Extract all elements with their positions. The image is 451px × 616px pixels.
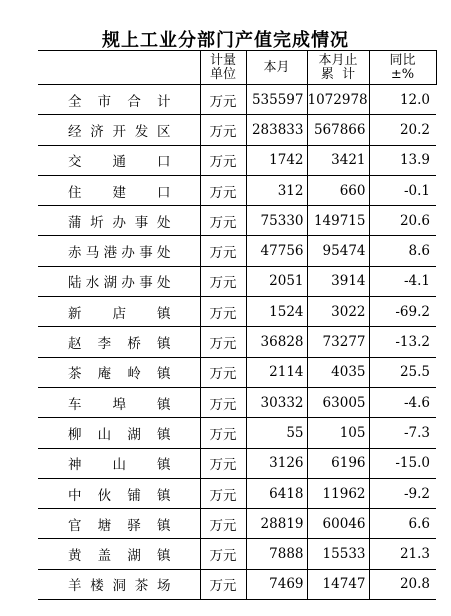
row-name-text: 交通口 [68,154,171,171]
row-cumulative-value: 15533 [307,539,369,569]
row-yoy-value: 21.3 [369,539,436,569]
row-month-value: 3126 [246,448,307,478]
row-name [38,569,200,599]
table-row [38,236,436,266]
table-row [38,448,436,478]
row-name-text: 柳山湖镇 [68,426,171,443]
row-yoy-value: 13.9 [369,145,436,175]
row-name [38,478,200,508]
row-month-value: 1524 [246,297,307,327]
table-row [38,145,436,175]
row-name-text: 车埠镇 [68,396,171,413]
row-cumulative-value: 105 [307,418,369,448]
row-cumulative-value: 95474 [307,236,369,266]
row-name [38,85,200,115]
row-month-value: 2051 [246,266,307,296]
row-unit: 万元 [200,509,246,539]
row-unit: 万元 [200,175,246,205]
row-name-text: 神山镇 [68,457,171,474]
row-unit: 万元 [200,85,246,115]
table-row [38,418,436,448]
row-name [38,509,200,539]
row-name-text: 中伙铺镇 [68,487,171,504]
row-yoy-value: -69.2 [369,297,436,327]
row-month-value: 283833 [246,115,307,145]
row-unit: 万元 [200,266,246,296]
row-unit: 万元 [200,206,246,236]
output-table [38,50,437,600]
row-name-text: 全市合计 [68,93,171,110]
table-row [38,387,436,417]
row-name [38,327,200,357]
row-unit: 万元 [200,387,246,417]
row-name [38,448,200,478]
row-yoy-value: 25.5 [369,357,436,387]
row-name [38,539,200,569]
row-name [38,357,200,387]
row-name-text: 蒲圻办事处 [68,214,171,231]
row-name [38,206,200,236]
row-cumulative-value: 567866 [307,115,369,145]
row-cumulative-value: 3421 [307,145,369,175]
table-row [38,357,436,387]
header-cumulative-line2: 累 计 [320,66,356,82]
header-cumulative-line1: 本月止 [318,52,358,68]
row-unit: 万元 [200,297,246,327]
row-name [38,236,200,266]
row-month-value: 28819 [246,509,307,539]
row-cumulative-value: 1072978 [307,85,369,115]
row-name-text: 黄盖湖镇 [68,548,171,565]
header-yoy [369,51,436,85]
row-name-text: 住建口 [68,184,171,201]
row-yoy-value: 20.6 [369,206,436,236]
row-unit: 万元 [200,357,246,387]
row-month-value: 7888 [246,539,307,569]
row-cumulative-value: 660 [307,175,369,205]
row-cumulative-value: 6196 [307,448,369,478]
row-yoy-value: 8.6 [369,236,436,266]
table-row [38,115,436,145]
row-cumulative-value: 3022 [307,297,369,327]
row-yoy-value: 12.0 [369,85,436,115]
table-row [38,539,436,569]
row-cumulative-value: 3914 [307,266,369,296]
row-yoy-value: -0.1 [369,175,436,205]
row-month-value: 30332 [246,387,307,417]
row-unit: 万元 [200,236,246,266]
row-month-value: 2114 [246,357,307,387]
row-unit: 万元 [200,539,246,569]
row-unit: 万元 [200,145,246,175]
row-unit: 万元 [200,478,246,508]
row-month-value: 535597 [246,85,307,115]
row-cumulative-value: 73277 [307,327,369,357]
row-cumulative-value: 149715 [307,206,369,236]
row-name [38,418,200,448]
row-yoy-value: -13.2 [369,327,436,357]
header-yoy-line2: ±% [390,66,415,82]
row-name-text: 陆水湖办事处 [68,275,171,292]
row-cumulative-value: 11962 [307,478,369,508]
table-row [38,266,436,296]
row-name-text: 官塘驿镇 [68,517,171,534]
header-unit-line1: 计量 [209,52,236,68]
row-yoy-value: 20.2 [369,115,436,145]
row-yoy-value: -4.6 [369,387,436,417]
row-name [38,145,200,175]
table-header-row [38,51,436,85]
row-month-value: 7469 [246,569,307,599]
header-name-cell [38,51,200,85]
table-row [38,85,436,115]
row-unit: 万元 [200,569,246,599]
row-unit: 万元 [200,115,246,145]
row-yoy-value: 20.8 [369,569,436,599]
row-month-value: 1742 [246,145,307,175]
table-row [38,478,436,508]
row-name [38,387,200,417]
row-yoy-value: -9.2 [369,478,436,508]
table-row [38,297,436,327]
row-name-text: 羊楼洞茶场 [68,578,171,595]
row-name-text: 新店镇 [68,305,171,322]
row-month-value: 6418 [246,478,307,508]
row-unit: 万元 [200,327,246,357]
row-unit: 万元 [200,418,246,448]
row-cumulative-value: 14747 [307,569,369,599]
row-cumulative-value: 63005 [307,387,369,417]
row-name [38,175,200,205]
row-name-text: 茶庵岭镇 [68,366,171,383]
row-name-text: 赤马港办事处 [68,245,171,262]
row-month-value: 312 [246,175,307,205]
table-row [38,175,436,205]
table-row [38,327,436,357]
row-month-value: 47756 [246,236,307,266]
header-unit [200,51,246,85]
row-month-value: 75330 [246,206,307,236]
row-yoy-value: -15.0 [369,448,436,478]
header-unit-line2: 单位 [209,66,236,82]
row-unit: 万元 [200,448,246,478]
row-month-value: 55 [246,418,307,448]
row-cumulative-value: 4035 [307,357,369,387]
row-name [38,297,200,327]
row-month-value: 36828 [246,327,307,357]
row-name-text: 赵李桥镇 [68,336,171,353]
row-yoy-value: -7.3 [369,418,436,448]
header-cumulative [307,51,369,85]
row-yoy-value: 6.6 [369,509,436,539]
row-name [38,115,200,145]
row-cumulative-value: 60046 [307,509,369,539]
table-row [38,509,436,539]
header-month: 本月 [246,51,307,85]
page-title: 规上工业分部门产值完成情况 [102,30,349,51]
table-row [38,569,436,599]
row-yoy-value: -4.1 [369,266,436,296]
row-name [38,266,200,296]
table-row [38,206,436,236]
row-name-text: 经济开发区 [68,123,171,140]
header-yoy-line1: 同比 [389,52,416,68]
